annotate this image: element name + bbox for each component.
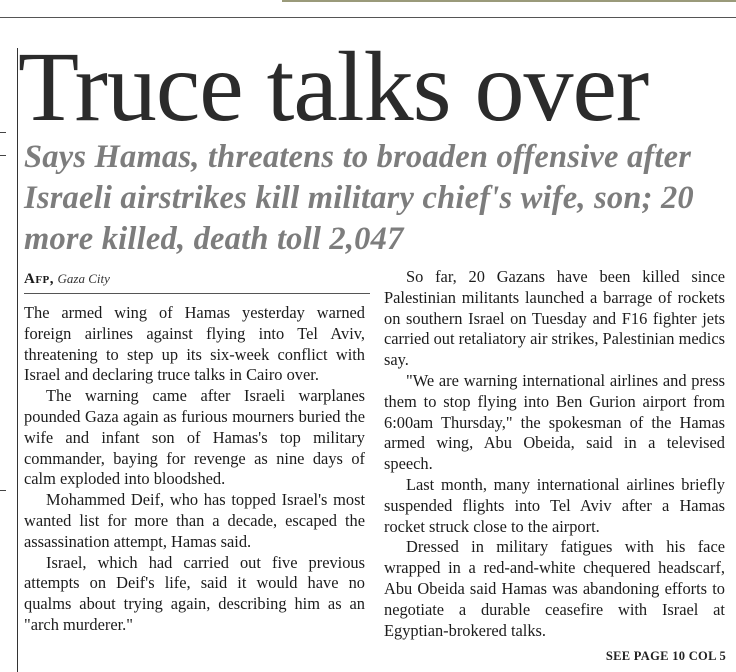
top-rule xyxy=(0,17,736,18)
edge-mark xyxy=(0,155,6,156)
article-column-right xyxy=(384,267,725,641)
headline: Truce talks over xyxy=(18,31,649,142)
paragraph: So far, 20 Gazans have been killed since Palestinian militants launched a barrage of rockets on southern Israel on Tuesday and F16 fighter jets carried out retaliatory air strikes, Palestinian medics say. xyxy=(384,267,725,370)
paragraph: The warning came after Israeli warplanes pounded Gaza again as furious mourners buried the wife and infant son of Hamas's top military commander, baying for revenge as nine days of calm exploded into bloodshed. xyxy=(24,386,365,489)
byline-agency: Afp, xyxy=(24,271,55,287)
paragraph: "We are warning international airlines and press them to stop flying into Ben Gurion airport from 6:00am Thursday," the spokesman of the Hamas armed wing, Abu Obeida, said in a televised speech. xyxy=(384,370,725,474)
top-accent-rule xyxy=(282,0,736,2)
paragraph: Last month, many international airlines briefly suspended flights into Tel Aviv after a Hamas rocket struck close to the airport. xyxy=(384,474,725,536)
paragraph: The armed wing of Hamas yesterday warned foreign airlines against flying into Tel Aviv, threatening to step up its six-week conflict with Israel and declaring truce talks in Cairo over. xyxy=(24,303,365,385)
edge-mark xyxy=(0,490,6,491)
article-column-left xyxy=(24,303,365,636)
edge-mark xyxy=(0,132,6,133)
paragraph: Dressed in military fatigues with his face wrapped in a red-and-white chequered headscarf, Abu Obeida said Hamas was abandoning efforts to negotiate a durable ceasefire with Israel at Egyptian-brokered talks. xyxy=(384,537,725,640)
continuation-jump-line: SEE PAGE 10 COL 5 xyxy=(605,649,726,663)
byline xyxy=(24,270,364,289)
subheadline: Says Hamas, threatens to broaden offensive after Israeli airstrikes kill military chief's wife, son; 20 more killed, death toll 2,047 xyxy=(24,139,694,257)
byline-rule xyxy=(24,293,370,294)
paragraph: Israel, which had carried out five previous attempts on Deif's life, said it would have no qualms about trying again, describing him as an "arch murderer." xyxy=(24,552,365,634)
paragraph: Mohammed Deif, who has topped Israel's most wanted list for more than a decade, escaped the assassination attempt, Hamas said. xyxy=(24,490,365,551)
byline-place: Gaza City xyxy=(57,271,110,286)
